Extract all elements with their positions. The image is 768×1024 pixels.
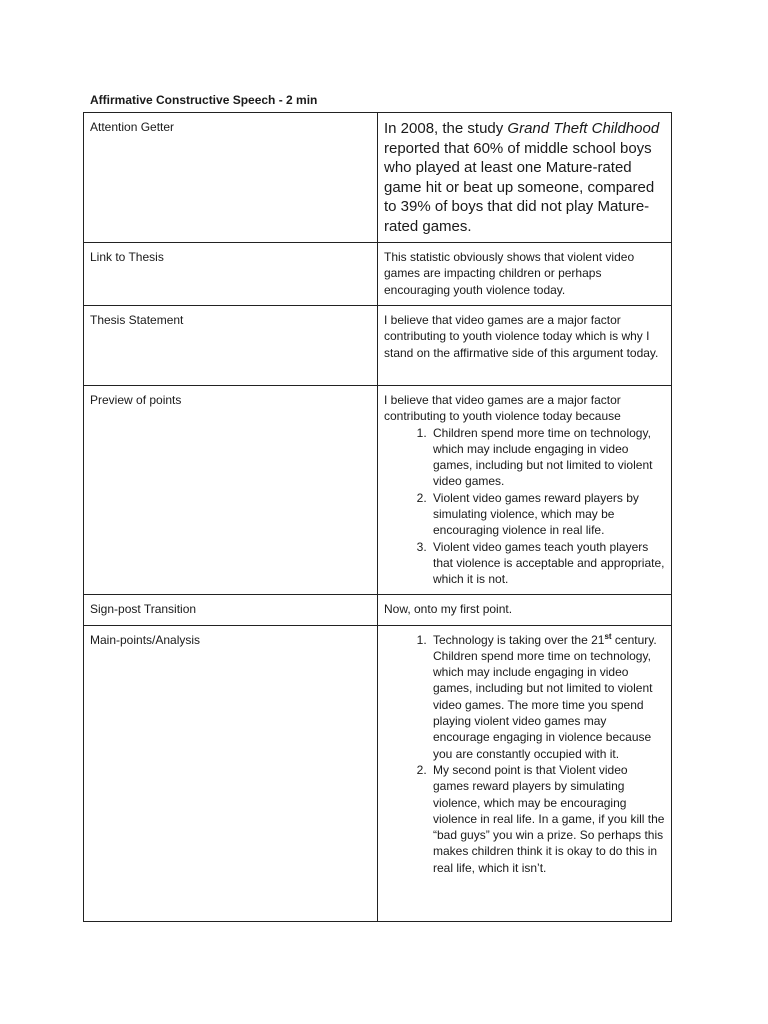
row-label-thesis-statement: Thesis Statement <box>84 306 378 386</box>
attention-text-before: In 2008, the study <box>384 120 508 137</box>
list-item <box>430 632 665 762</box>
sign-post-transition-text: Now, onto my first point. <box>378 594 672 625</box>
speech-outline-table <box>83 112 672 922</box>
table-row <box>84 625 672 921</box>
table-row <box>84 594 672 625</box>
link-to-thesis-text: This statistic obviously shows that violent video games are impacting children or perhaps encouraging youth violence today. <box>378 243 672 306</box>
list-item: 2. Violent video games reward players by simulating violence, which may be encouraging violence in real life. <box>430 490 665 539</box>
table-row <box>84 306 672 386</box>
list-item: 3. Violent video games teach youth players that violence is acceptable and appropriate, which it is not. <box>430 539 665 588</box>
thesis-statement-text: I believe that video games are a major factor contributing to youth violence today which is why I stand on the affirmative side of this argument today. <box>378 306 672 386</box>
main-points-list <box>384 632 665 876</box>
row-label-link-to-thesis: Link to Thesis <box>84 243 378 306</box>
row-label-sign-post-transition: Sign-post Transition <box>84 594 378 625</box>
list-item: 1. Children spend more time on technology, which may include engaging in video games, including but not limited to violent video games. <box>430 425 665 490</box>
study-title: Grand Theft Childhood <box>507 120 660 137</box>
table-row <box>84 113 672 243</box>
row-label-attention-getter: Attention Getter <box>84 113 378 243</box>
document-title: Affirmative Constructive Speech - 2 min <box>90 93 318 107</box>
attention-getter-text <box>378 113 672 243</box>
point1-before: Technology is taking over the 21 <box>433 632 605 647</box>
list-item: 2. My second point is that Violent video games reward players by simulating violence, which may be encouraging violence in real life. In a game, if you kill the “bad guys” you win a prize. So perhaps this makes children think it is okay to do this in real life, which it isn’t. <box>430 762 665 876</box>
preview-intro: I believe that video games are a major factor contributing to youth violence today because <box>384 393 621 424</box>
attention-text-after: reported that 60% of middle school boys who played at least one Mature-rated game hit or beat up someone, compared to 39% of boys that did not play Mature-rated games. <box>384 139 655 235</box>
ordinal-suffix: st <box>604 631 612 641</box>
row-label-main-points: Main-points/Analysis <box>84 625 378 921</box>
main-points-cell <box>378 625 672 921</box>
table-row <box>84 243 672 306</box>
table-row <box>84 386 672 595</box>
point1-after: century. Children spend more time on technology, which may include engaging in video games, including but not limited to violent video games. The more time you spend playing violent video games may encourage engaging in violence because you are constantly occupied with it. <box>433 632 657 761</box>
preview-of-points-cell <box>378 386 672 595</box>
preview-points-list <box>384 425 665 588</box>
row-label-preview-of-points: Preview of points <box>84 386 378 595</box>
